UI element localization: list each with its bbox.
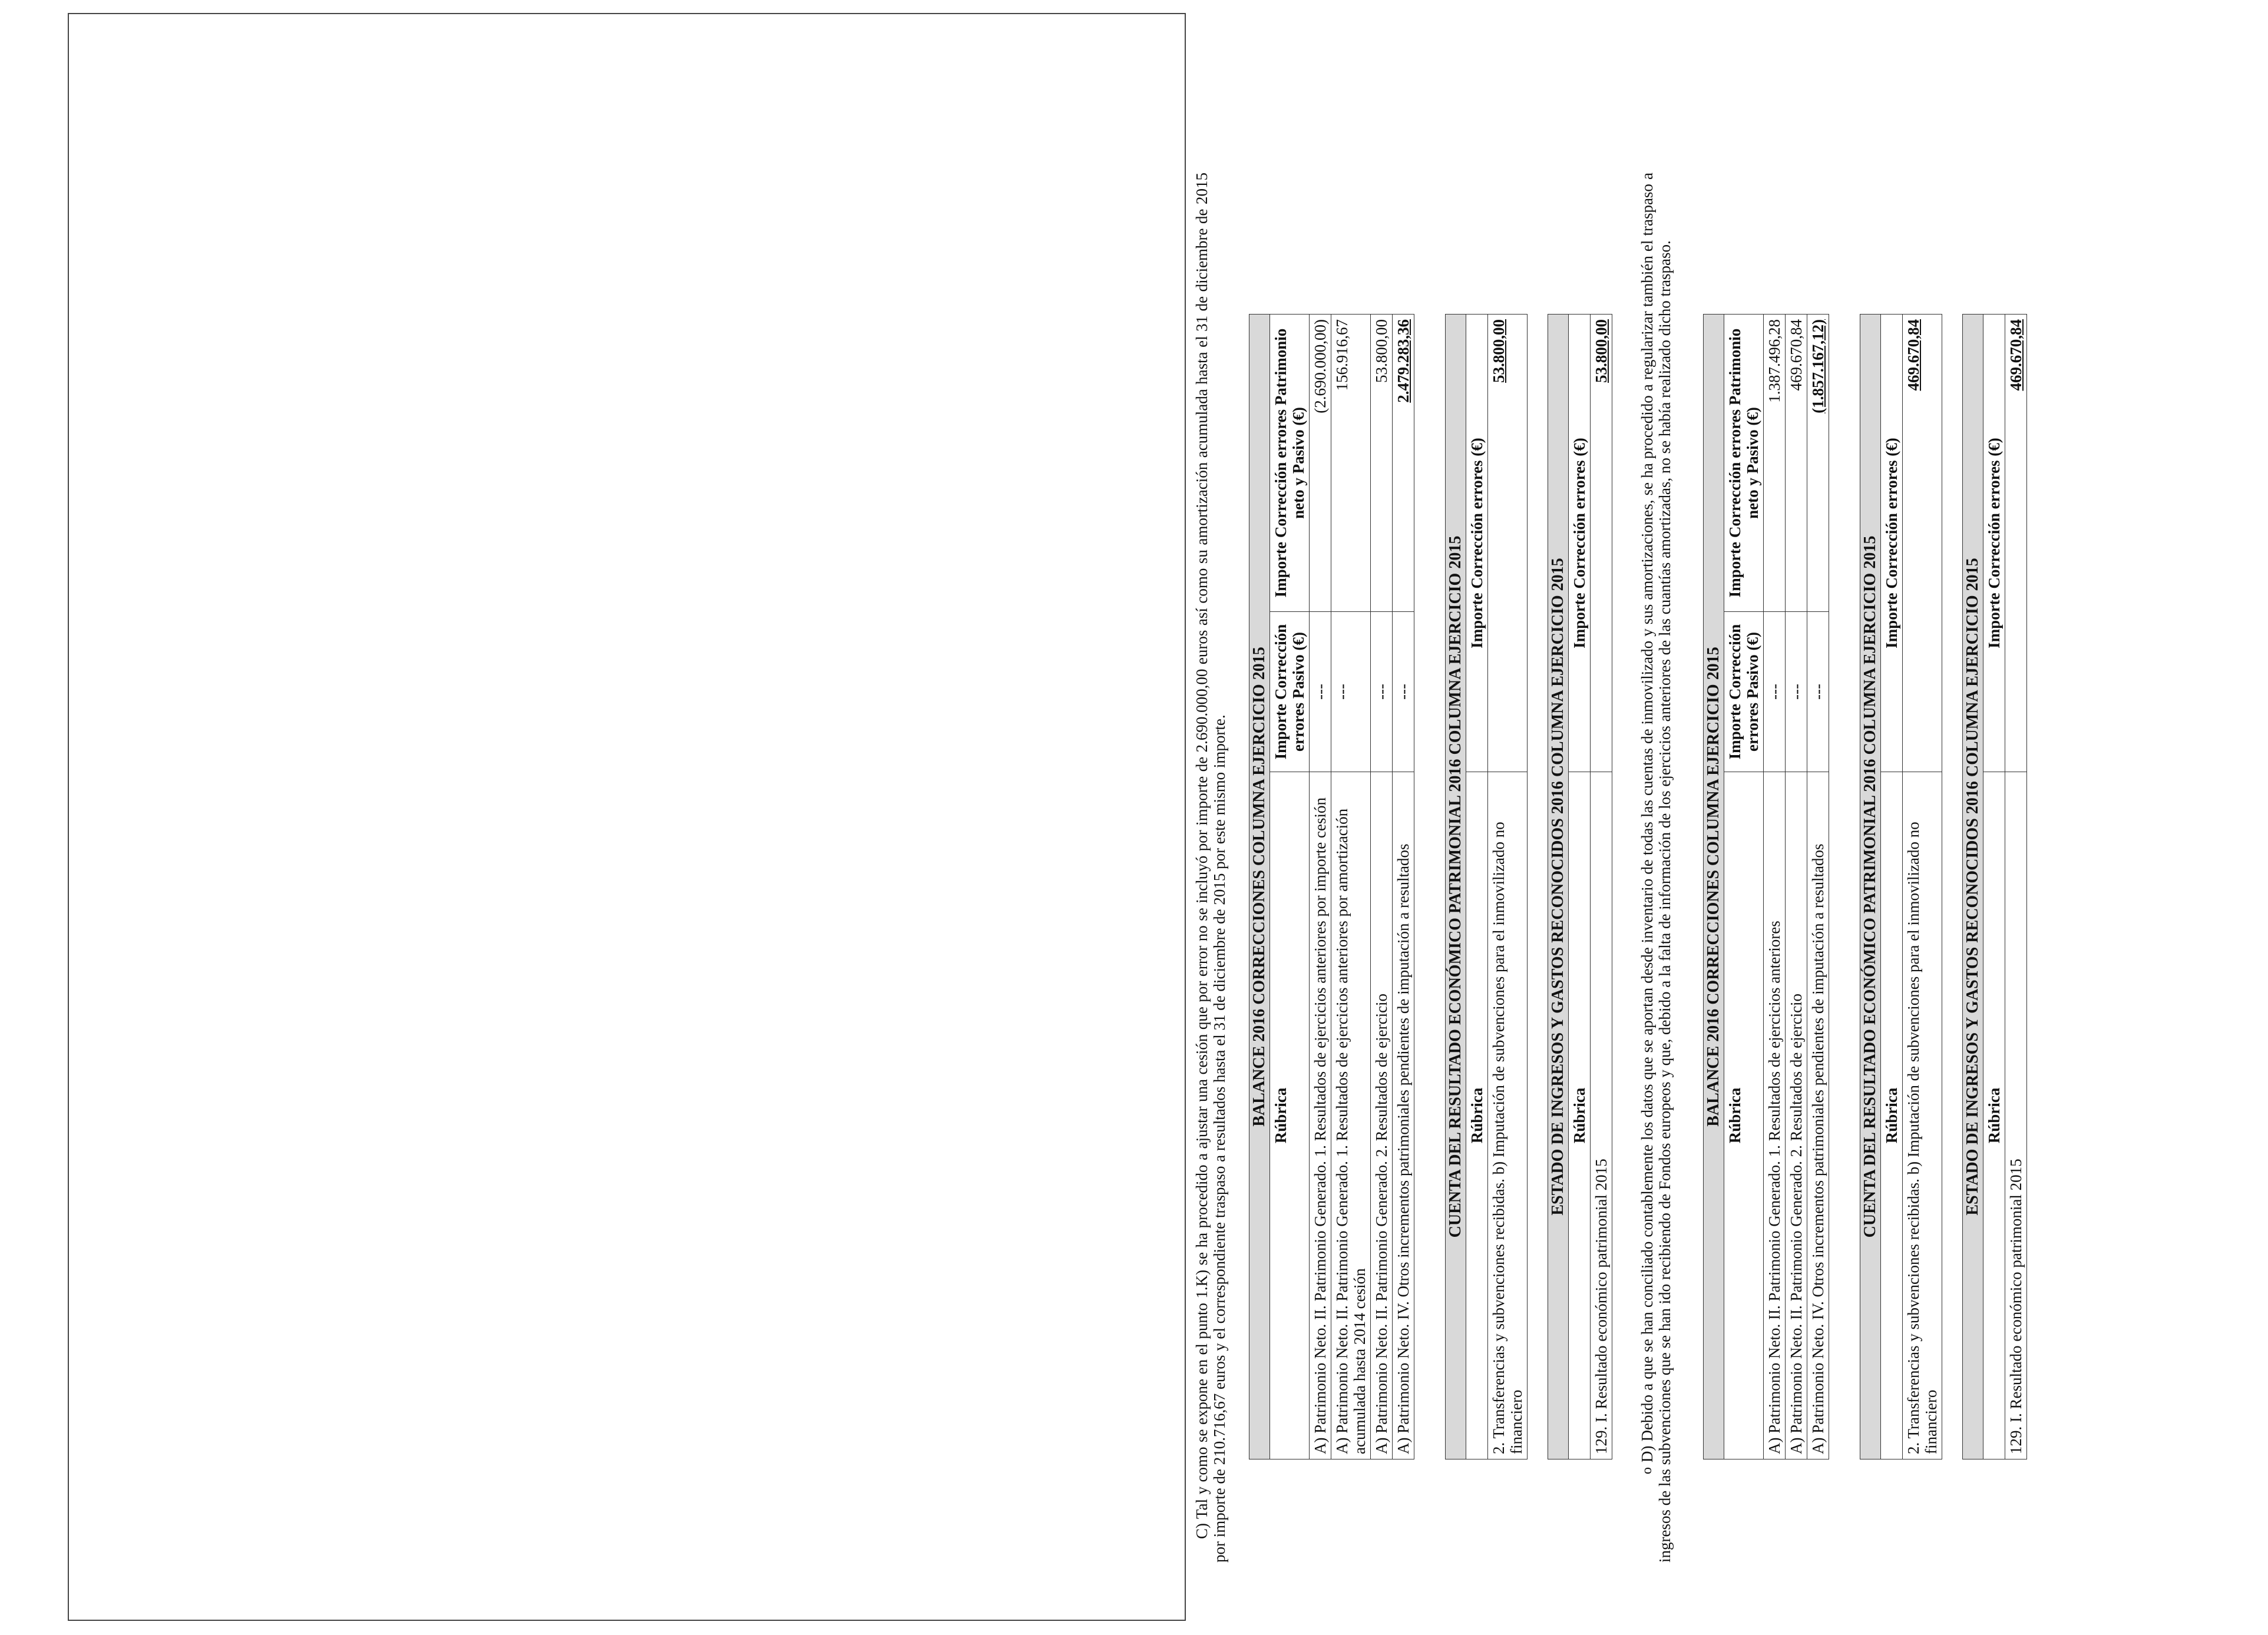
estado-ingresos-table-1 [1548,314,1612,1459]
column-header-pasivo: Importe Corrección errores Pasivo (€) [1724,612,1764,772]
paragraph-c: C) Tal y como se expone en el punto 1.K) se ha procedido a ajustar una cesión que por error no se incluyó por importe de 2.690.000,00 euros así como su amortización acumulada hasta el 31 de diciembre de 2015 por importe de 210.716,67 euros y el correspondiente traspaso a resultados hasta el 31 de diciembre de 2015 por este mismo importe. [1193,173,1228,1563]
cell-rubrica: A) Patrimonio Neto. II. Patrimonio Generado. 2. Resultados de ejercicio [1371,772,1393,1459]
table-row [1903,315,1942,1459]
table-row [1786,315,1807,1459]
column-header-importe: Importe Corrección errores (€) [1569,315,1591,772]
rotated-page-content [1172,74,2268,1605]
cell-pasivo: --- [1310,612,1331,772]
table-row [1807,315,1829,1459]
column-header-rubrica: Rúbrica [1270,772,1310,1459]
table-caption: ESTADO DE INGRESOS Y GASTOS RECONOCIDOS 2016 COLUMNA EJERCICIO 2015 [1963,315,1983,1459]
table-caption: ESTADO DE INGRESOS Y GASTOS RECONOCIDOS 2016 COLUMNA EJERCICIO 2015 [1548,315,1569,1459]
column-header-importe: Importe Corrección errores (€) [1881,315,1903,772]
cell-rubrica: 2. Transferencias y subvenciones recibidas. b) Imputación de subvenciones para el inmovilizado no financiero [1903,772,1942,1459]
cell-importe: 53.800,00 [1591,315,1612,772]
cell-pasivo: --- [1393,612,1414,772]
paragraph-d-text: D) Debido a que se han conciliado contablemente los datos que se aportan desde inventario de todas las cuentas de inmovilizado y sus amortizaciones, se ha procedido a regularizar también el traspaso a ingresos de las subvenciones que se han ido recibiendo de Fondos europeos y que, debido a la falta de información de los ejercicios anteriores de las cuantías amortizadas, no se había realizado dicho traspaso. [1638,173,1674,1563]
table-row [1393,315,1414,1459]
table-caption: CUENTA DEL RESULTADO ECONÓMICO PATRIMONIAL 2016 COLUMNA EJERCICIO 2015 [1446,315,1466,1459]
cell-rubrica: 129. I. Resultado económico patrimonial 2015 [1591,772,1612,1459]
cell-importe: 469.670,84 [2005,315,2027,772]
cell-importe: (2.690.000,00) [1310,315,1331,612]
column-header-rubrica: Rúbrica [1881,772,1903,1459]
column-header-importe: Importe Corrección errores (€) [1466,315,1488,772]
table-row [1371,315,1393,1459]
cell-rubrica: A) Patrimonio Neto. II. Patrimonio Generado. 1. Resultados de ejercicios anteriores por importe cesión [1310,772,1331,1459]
cuenta-resultado-table-2 [1860,314,1942,1459]
bullet-icon: o [1639,1467,1655,1474]
cell-rubrica: 2. Transferencias y subvenciones recibidas. b) Imputación de subvenciones para el inmovilizado no financiero [1488,772,1528,1459]
cell-rubrica: A) Patrimonio Neto. IV. Otros incrementos patrimoniales pendientes de imputación a resultados [1393,772,1414,1459]
cell-importe-total: (1.857.167,12) [1807,315,1829,612]
cell-importe: 469.670,84 [1786,315,1807,612]
paragraph-d [1638,173,1674,1563]
column-header-pasivo: Importe Corrección errores Pasivo (€) [1270,612,1310,772]
table-row [1764,315,1786,1459]
table-caption: BALANCE 2016 CORRECCIONES COLUMNA EJERCICIO 2015 [1249,315,1270,1459]
cell-importe: 53.800,00 [1371,315,1393,612]
table-caption: BALANCE 2016 CORRECCIONES COLUMNA EJERCICIO 2015 [1704,315,1724,1459]
column-header-importe: Importe Corrección errores Patrimonio neto y Pasivo (€) [1724,315,1764,612]
cell-rubrica: A) Patrimonio Neto. IV. Otros incrementos patrimoniales pendientes de imputación a resultados [1807,772,1829,1459]
table-row [2005,315,2027,1459]
balance-table-1 [1249,314,1414,1459]
table-caption: CUENTA DEL RESULTADO ECONÓMICO PATRIMONIAL 2016 COLUMNA EJERCICIO 2015 [1860,315,1881,1459]
cell-importe: 156.916,67 [1331,315,1371,612]
cell-pasivo: --- [1371,612,1393,772]
cell-pasivo: --- [1807,612,1829,772]
column-header-rubrica: Rúbrica [1983,772,2005,1459]
cuenta-resultado-table-1 [1445,314,1528,1459]
column-header-importe: Importe Corrección errores (€) [1983,315,2005,772]
cell-rubrica: A) Patrimonio Neto. II. Patrimonio Generado. 2. Resultados de ejercicio [1786,772,1807,1459]
balance-table-2 [1703,314,1829,1459]
cell-importe-total: 2.479.283,36 [1393,315,1414,612]
cell-rubrica: A) Patrimonio Neto. II. Patrimonio Generado. 1. Resultados de ejercicios anteriores [1764,772,1786,1459]
estado-ingresos-table-2 [1962,314,2027,1459]
table-row [1591,315,1612,1459]
column-header-rubrica: Rúbrica [1569,772,1591,1459]
cell-pasivo: --- [1786,612,1807,772]
column-header-importe: Importe Corrección errores Patrimonio neto y Pasivo (€) [1270,315,1310,612]
table-row [1310,315,1331,1459]
table-row [1488,315,1528,1459]
cell-pasivo: --- [1331,612,1371,772]
cell-importe: 1.387.496,28 [1764,315,1786,612]
cell-pasivo: --- [1764,612,1786,772]
cell-importe: 469.670,84 [1903,315,1942,772]
cell-rubrica: A) Patrimonio Neto. II. Patrimonio Generado. 1. Resultados de ejercicios anteriores por amortización acumulada hasta 2014 cesión [1331,772,1371,1459]
cell-rubrica: 129. I. Resultado económico patrimonial 2015 [2005,772,2027,1459]
column-header-rubrica: Rúbrica [1724,772,1764,1459]
column-header-rubrica: Rúbrica [1466,772,1488,1459]
page-frame [68,13,1186,1621]
cell-importe: 53.800,00 [1488,315,1528,772]
table-row [1331,315,1371,1459]
